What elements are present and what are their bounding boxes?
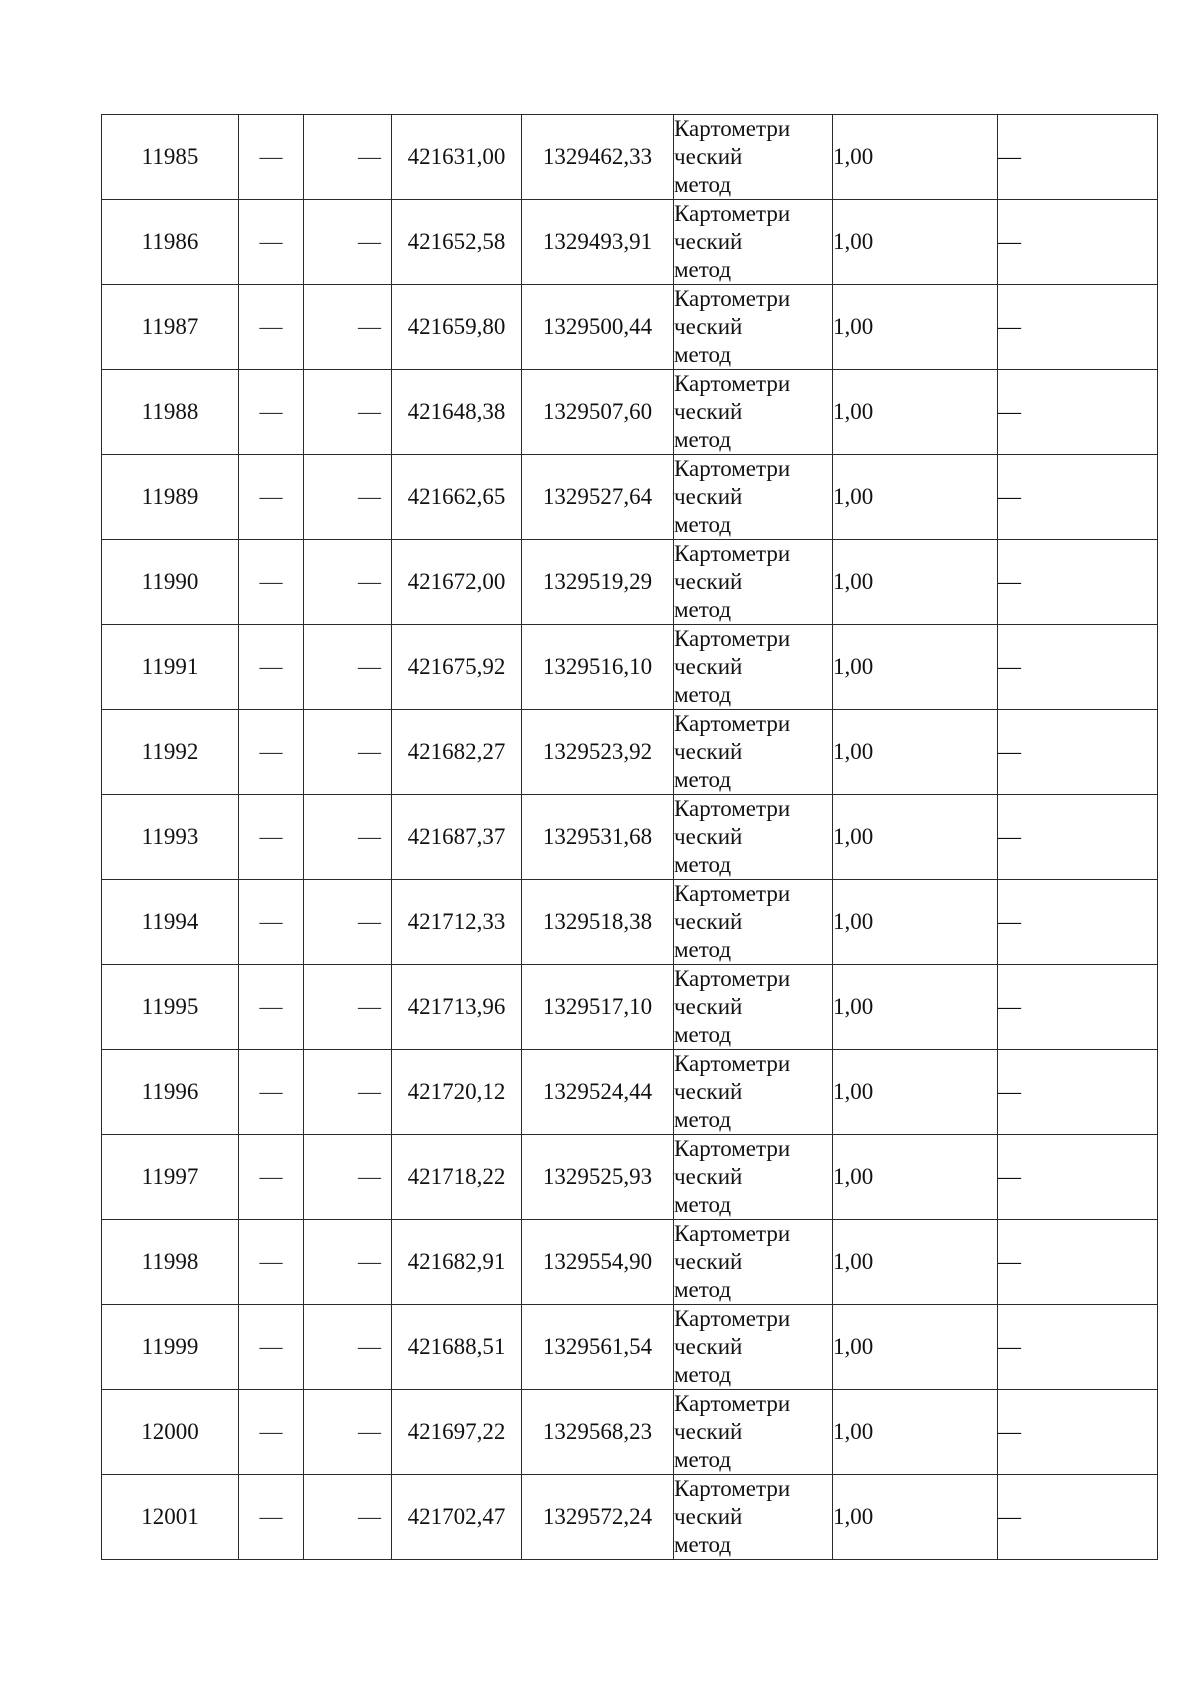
x-coordinate-cell: 421662,65 <box>392 455 522 540</box>
x-coordinate-cell: 421702,47 <box>392 1475 522 1560</box>
accuracy-cell: 1,00 <box>833 1305 998 1390</box>
method-cell <box>674 1135 833 1220</box>
empty-column-3-cell: — <box>304 1050 392 1135</box>
method-text-line: ческий <box>674 654 743 679</box>
x-coordinate-cell: 421652,58 <box>392 200 522 285</box>
table-row <box>102 370 1158 455</box>
y-coordinate-cell: 1329554,90 <box>522 1220 674 1305</box>
y-coordinate-cell: 1329572,24 <box>522 1475 674 1560</box>
y-coordinate-cell: 1329523,92 <box>522 710 674 795</box>
point-number-cell: 11989 <box>102 455 239 540</box>
method-text-line: Картометри <box>674 1391 791 1416</box>
method-text-line: ческий <box>674 399 743 424</box>
table-body <box>102 115 1158 1560</box>
empty-column-2-cell: — <box>239 1135 304 1220</box>
method-text-line: ческий <box>674 739 743 764</box>
method-text-line: Картометри <box>674 1136 791 1161</box>
method-text-line: метод <box>674 1362 732 1387</box>
description-cell: — <box>998 370 1158 455</box>
x-coordinate-cell: 421631,00 <box>392 115 522 200</box>
y-coordinate-cell: 1329524,44 <box>522 1050 674 1135</box>
empty-column-2-cell: — <box>239 455 304 540</box>
y-coordinate-cell: 1329527,64 <box>522 455 674 540</box>
method-cell <box>674 285 833 370</box>
description-cell: — <box>998 1390 1158 1475</box>
description-cell: — <box>998 200 1158 285</box>
x-coordinate-cell: 421682,91 <box>392 1220 522 1305</box>
method-text-line: метод <box>674 172 732 197</box>
method-text-line: метод <box>674 937 732 962</box>
accuracy-cell: 1,00 <box>833 115 998 200</box>
method-cell <box>674 880 833 965</box>
x-coordinate-cell: 421688,51 <box>392 1305 522 1390</box>
x-coordinate-cell: 421697,22 <box>392 1390 522 1475</box>
empty-column-2-cell: — <box>239 200 304 285</box>
y-coordinate-cell: 1329493,91 <box>522 200 674 285</box>
empty-column-2-cell: — <box>239 965 304 1050</box>
method-text-line: ческий <box>674 484 743 509</box>
method-cell <box>674 965 833 1050</box>
method-text-line: метод <box>674 1192 732 1217</box>
description-cell: — <box>998 1475 1158 1560</box>
table-row <box>102 200 1158 285</box>
method-text-line: ческий <box>674 994 743 1019</box>
empty-column-2-cell: — <box>239 710 304 795</box>
empty-column-2-cell: — <box>239 1475 304 1560</box>
table-row <box>102 1305 1158 1390</box>
y-coordinate-cell: 1329516,10 <box>522 625 674 710</box>
table-row <box>102 625 1158 710</box>
empty-column-2-cell: — <box>239 115 304 200</box>
empty-column-3-cell: — <box>304 540 392 625</box>
description-cell: — <box>998 115 1158 200</box>
empty-column-3-cell: — <box>304 285 392 370</box>
method-text-line: ческий <box>674 569 743 594</box>
description-cell: — <box>998 540 1158 625</box>
description-cell: — <box>998 1220 1158 1305</box>
coordinates-table <box>101 114 1158 1560</box>
method-cell <box>674 625 833 710</box>
method-cell <box>674 455 833 540</box>
y-coordinate-cell: 1329517,10 <box>522 965 674 1050</box>
empty-column-3-cell: — <box>304 795 392 880</box>
table-row <box>102 1475 1158 1560</box>
method-text-line: Картометри <box>674 711 791 736</box>
empty-column-2-cell: — <box>239 1220 304 1305</box>
method-text-line: Картометри <box>674 881 791 906</box>
table-row <box>102 1390 1158 1475</box>
x-coordinate-cell: 421659,80 <box>392 285 522 370</box>
method-text-line: Картометри <box>674 966 791 991</box>
x-coordinate-cell: 421687,37 <box>392 795 522 880</box>
description-cell: — <box>998 710 1158 795</box>
method-text-line: Картометри <box>674 201 791 226</box>
method-text-line: Картометри <box>674 626 791 651</box>
accuracy-cell: 1,00 <box>833 795 998 880</box>
method-text-line: Картометри <box>674 1476 791 1501</box>
empty-column-2-cell: — <box>239 795 304 880</box>
method-text-line: метод <box>674 1107 732 1132</box>
point-number-cell: 11986 <box>102 200 239 285</box>
empty-column-2-cell: — <box>239 370 304 455</box>
table-row <box>102 1050 1158 1135</box>
empty-column-2-cell: — <box>239 1305 304 1390</box>
x-coordinate-cell: 421675,92 <box>392 625 522 710</box>
point-number-cell: 11991 <box>102 625 239 710</box>
y-coordinate-cell: 1329531,68 <box>522 795 674 880</box>
method-text-line: метод <box>674 767 732 792</box>
accuracy-cell: 1,00 <box>833 1050 998 1135</box>
accuracy-cell: 1,00 <box>833 455 998 540</box>
method-text-line: метод <box>674 682 732 707</box>
y-coordinate-cell: 1329518,38 <box>522 880 674 965</box>
method-text-line: ческий <box>674 1504 743 1529</box>
y-coordinate-cell: 1329462,33 <box>522 115 674 200</box>
table-row <box>102 455 1158 540</box>
empty-column-2-cell: — <box>239 285 304 370</box>
y-coordinate-cell: 1329500,44 <box>522 285 674 370</box>
accuracy-cell: 1,00 <box>833 285 998 370</box>
method-cell <box>674 710 833 795</box>
empty-column-2-cell: — <box>239 625 304 710</box>
table-row <box>102 710 1158 795</box>
empty-column-3-cell: — <box>304 1220 392 1305</box>
accuracy-cell: 1,00 <box>833 200 998 285</box>
empty-column-3-cell: — <box>304 1390 392 1475</box>
method-text-line: Картометри <box>674 116 791 141</box>
point-number-cell: 11988 <box>102 370 239 455</box>
description-cell: — <box>998 795 1158 880</box>
empty-column-2-cell: — <box>239 880 304 965</box>
y-coordinate-cell: 1329519,29 <box>522 540 674 625</box>
table-row <box>102 115 1158 200</box>
point-number-cell: 11996 <box>102 1050 239 1135</box>
empty-column-3-cell: — <box>304 455 392 540</box>
point-number-cell: 11994 <box>102 880 239 965</box>
point-number-cell: 11990 <box>102 540 239 625</box>
description-cell: — <box>998 1135 1158 1220</box>
y-coordinate-cell: 1329561,54 <box>522 1305 674 1390</box>
method-text-line: метод <box>674 427 732 452</box>
empty-column-2-cell: — <box>239 540 304 625</box>
empty-column-3-cell: — <box>304 965 392 1050</box>
point-number-cell: 11985 <box>102 115 239 200</box>
method-text-line: метод <box>674 1447 732 1472</box>
empty-column-3-cell: — <box>304 1475 392 1560</box>
point-number-cell: 11997 <box>102 1135 239 1220</box>
description-cell: — <box>998 625 1158 710</box>
method-text-line: ческий <box>674 1249 743 1274</box>
method-text-line: Картометри <box>674 1306 791 1331</box>
x-coordinate-cell: 421718,22 <box>392 1135 522 1220</box>
method-text-line: ческий <box>674 144 743 169</box>
method-text-line: ческий <box>674 909 743 934</box>
method-text-line: метод <box>674 1532 732 1557</box>
point-number-cell: 11999 <box>102 1305 239 1390</box>
table-row <box>102 1135 1158 1220</box>
method-text-line: метод <box>674 342 732 367</box>
method-text-line: Картометри <box>674 796 791 821</box>
method-cell <box>674 795 833 880</box>
empty-column-3-cell: — <box>304 370 392 455</box>
x-coordinate-cell: 421672,00 <box>392 540 522 625</box>
method-text-line: метод <box>674 1277 732 1302</box>
empty-column-3-cell: — <box>304 200 392 285</box>
accuracy-cell: 1,00 <box>833 880 998 965</box>
method-cell <box>674 1220 833 1305</box>
description-cell: — <box>998 880 1158 965</box>
empty-column-3-cell: — <box>304 1305 392 1390</box>
point-number-cell: 12000 <box>102 1390 239 1475</box>
method-text-line: Картометри <box>674 286 791 311</box>
method-text-line: ческий <box>674 1164 743 1189</box>
description-cell: — <box>998 285 1158 370</box>
method-text-line: Картометри <box>674 371 791 396</box>
method-text-line: метод <box>674 512 732 537</box>
accuracy-cell: 1,00 <box>833 710 998 795</box>
x-coordinate-cell: 421720,12 <box>392 1050 522 1135</box>
point-number-cell: 11998 <box>102 1220 239 1305</box>
x-coordinate-cell: 421682,27 <box>392 710 522 795</box>
method-cell <box>674 1475 833 1560</box>
method-text-line: ческий <box>674 229 743 254</box>
method-text-line: Картометри <box>674 541 791 566</box>
accuracy-cell: 1,00 <box>833 540 998 625</box>
method-text-line: метод <box>674 597 732 622</box>
accuracy-cell: 1,00 <box>833 1475 998 1560</box>
x-coordinate-cell: 421713,96 <box>392 965 522 1050</box>
table-row <box>102 285 1158 370</box>
description-cell: — <box>998 965 1158 1050</box>
point-number-cell: 11987 <box>102 285 239 370</box>
method-text-line: Картометри <box>674 1051 791 1076</box>
y-coordinate-cell: 1329507,60 <box>522 370 674 455</box>
method-text-line: метод <box>674 257 732 282</box>
accuracy-cell: 1,00 <box>833 1135 998 1220</box>
accuracy-cell: 1,00 <box>833 370 998 455</box>
table-row <box>102 880 1158 965</box>
method-cell <box>674 540 833 625</box>
description-cell: — <box>998 1305 1158 1390</box>
table-row <box>102 965 1158 1050</box>
empty-column-3-cell: — <box>304 625 392 710</box>
empty-column-3-cell: — <box>304 710 392 795</box>
description-cell: — <box>998 1050 1158 1135</box>
x-coordinate-cell: 421712,33 <box>392 880 522 965</box>
point-number-cell: 11995 <box>102 965 239 1050</box>
accuracy-cell: 1,00 <box>833 625 998 710</box>
point-number-cell: 11993 <box>102 795 239 880</box>
accuracy-cell: 1,00 <box>833 1390 998 1475</box>
y-coordinate-cell: 1329525,93 <box>522 1135 674 1220</box>
method-cell <box>674 1305 833 1390</box>
table-row <box>102 795 1158 880</box>
point-number-cell: 12001 <box>102 1475 239 1560</box>
method-text-line: метод <box>674 1022 732 1047</box>
table-row <box>102 1220 1158 1305</box>
empty-column-3-cell: — <box>304 1135 392 1220</box>
method-text-line: ческий <box>674 824 743 849</box>
empty-column-3-cell: — <box>304 115 392 200</box>
method-text-line: ческий <box>674 1079 743 1104</box>
empty-column-2-cell: — <box>239 1390 304 1475</box>
method-text-line: ческий <box>674 314 743 339</box>
empty-column-3-cell: — <box>304 880 392 965</box>
method-cell <box>674 370 833 455</box>
method-text-line: Картометри <box>674 1221 791 1246</box>
accuracy-cell: 1,00 <box>833 965 998 1050</box>
point-number-cell: 11992 <box>102 710 239 795</box>
method-text-line: Картометри <box>674 456 791 481</box>
accuracy-cell: 1,00 <box>833 1220 998 1305</box>
description-cell: — <box>998 455 1158 540</box>
method-cell <box>674 1050 833 1135</box>
empty-column-2-cell: — <box>239 1050 304 1135</box>
y-coordinate-cell: 1329568,23 <box>522 1390 674 1475</box>
method-cell <box>674 115 833 200</box>
table-row <box>102 540 1158 625</box>
method-text-line: ческий <box>674 1334 743 1359</box>
method-text-line: метод <box>674 852 732 877</box>
x-coordinate-cell: 421648,38 <box>392 370 522 455</box>
method-cell <box>674 1390 833 1475</box>
method-text-line: ческий <box>674 1419 743 1444</box>
method-cell <box>674 200 833 285</box>
